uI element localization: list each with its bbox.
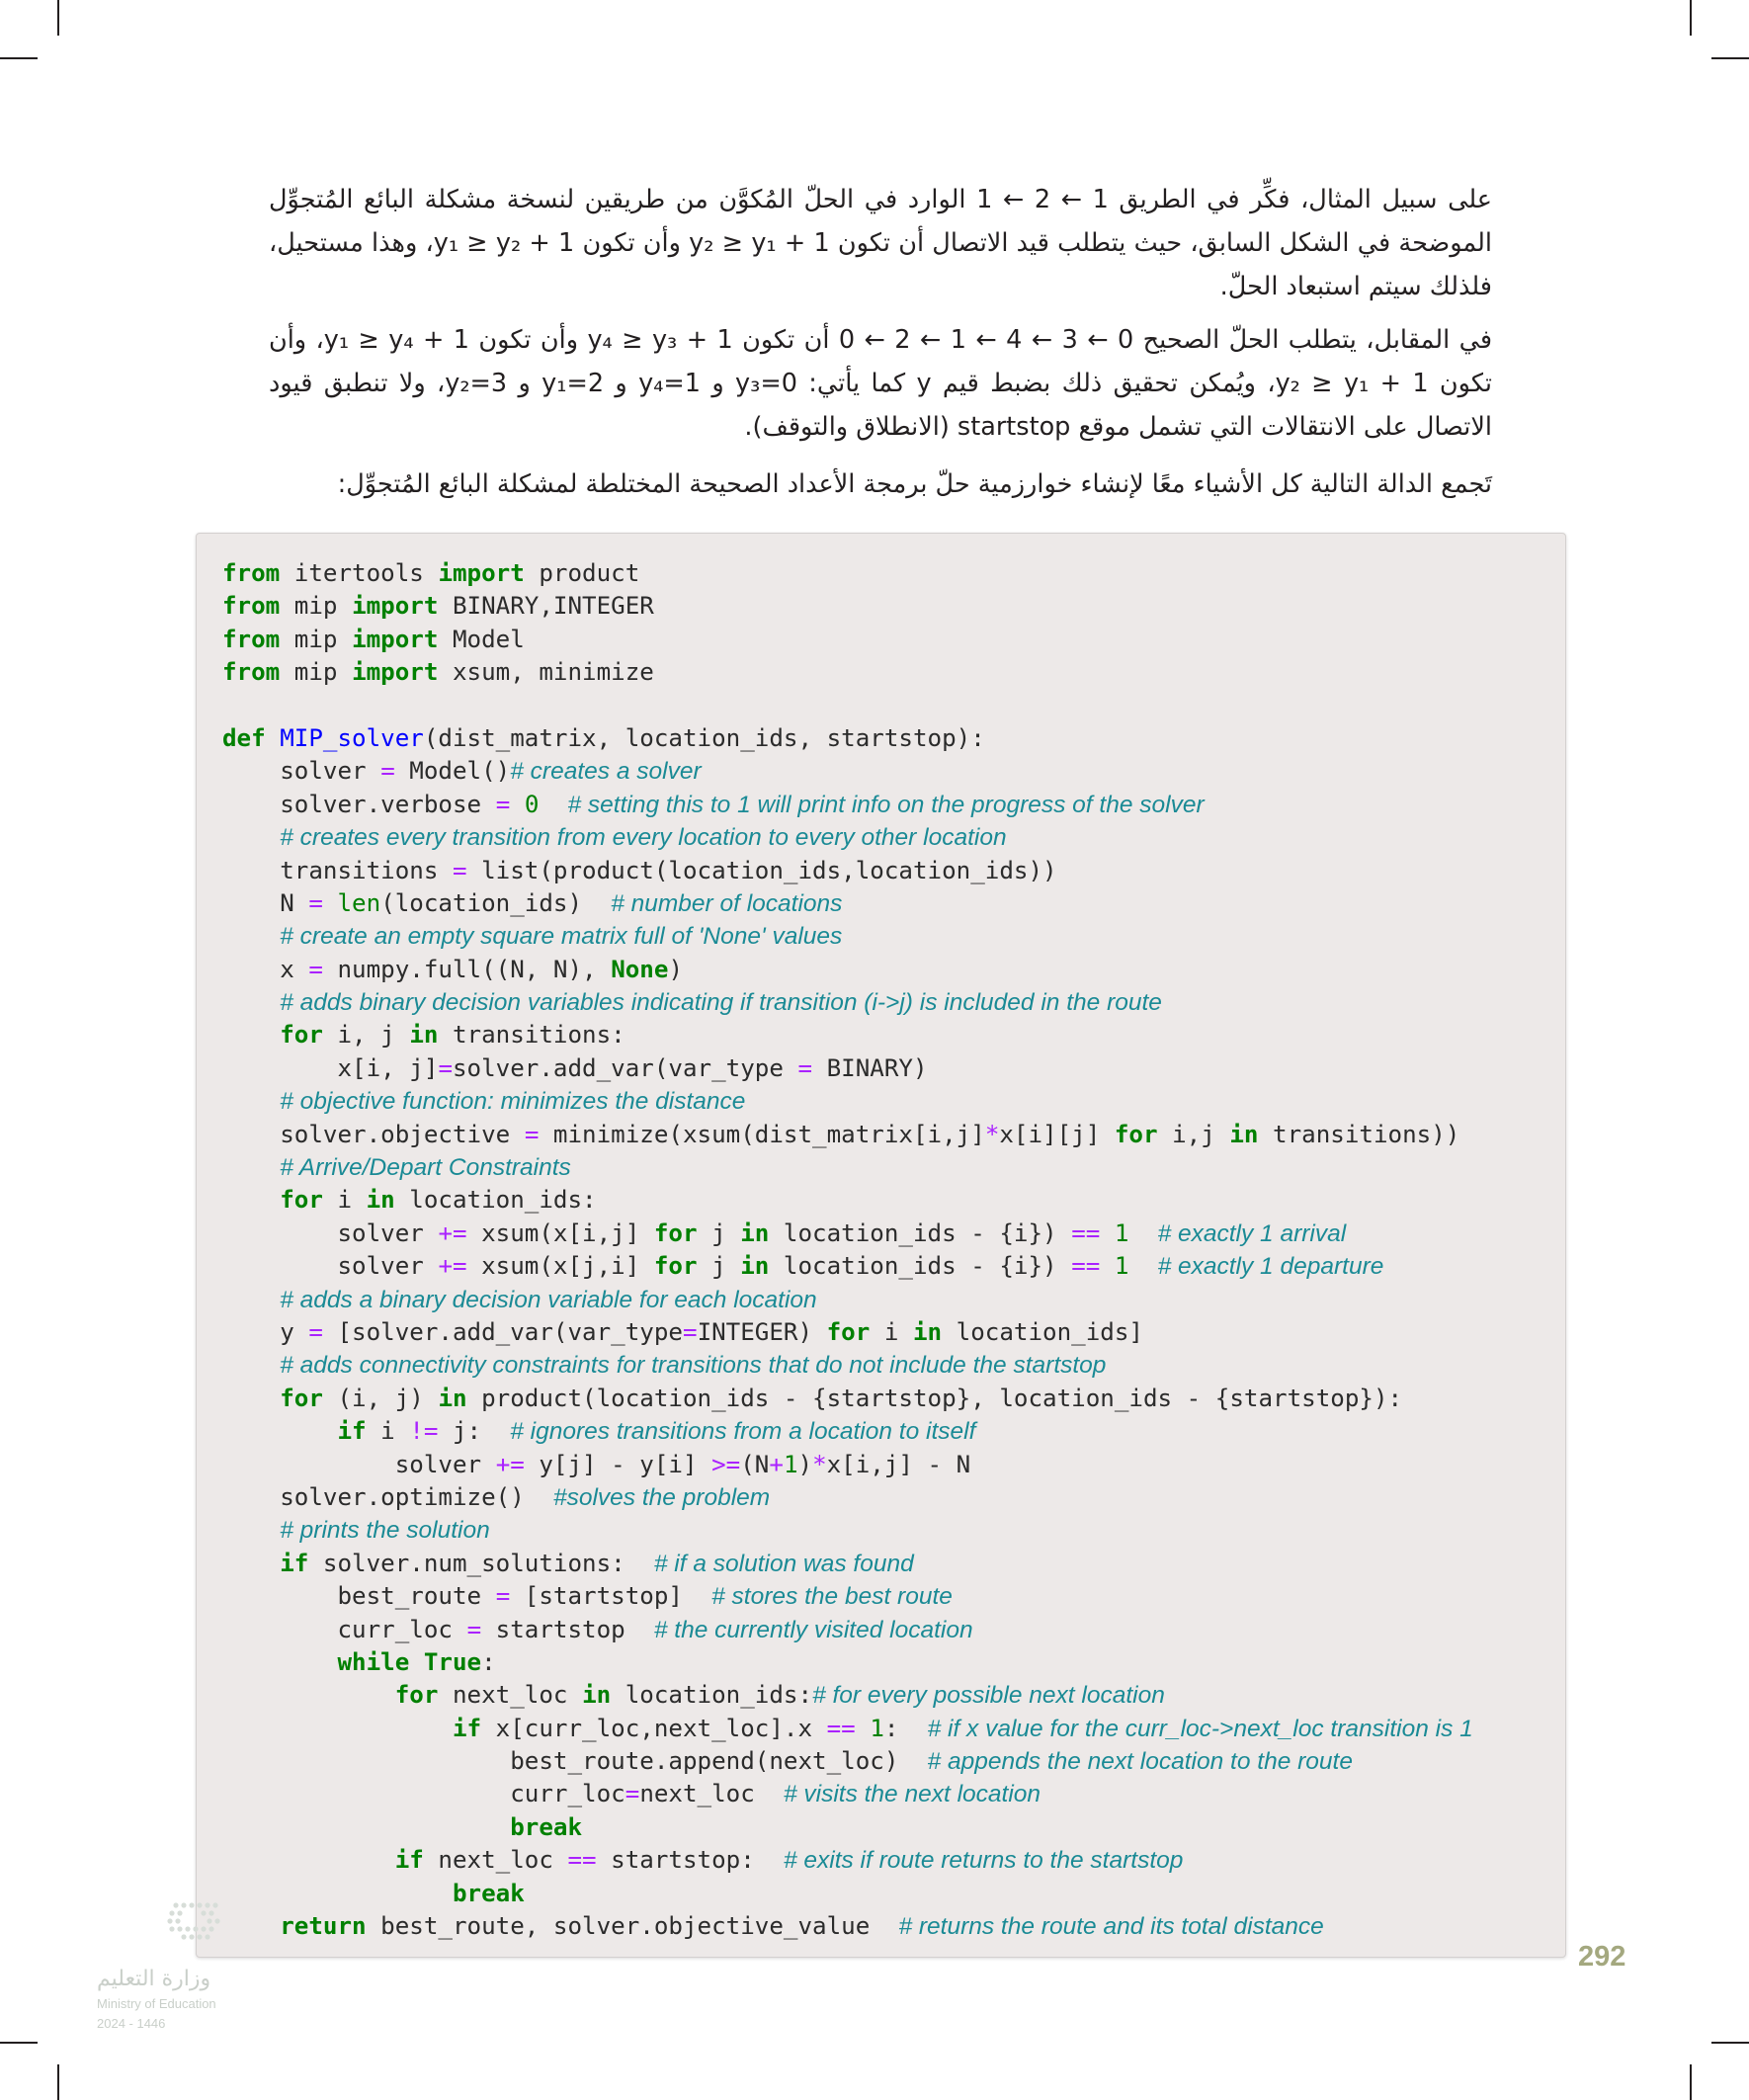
code-text xyxy=(1128,1219,1157,1247)
code-comment: # adds a binary decision variable for each location xyxy=(280,1286,817,1313)
code-line xyxy=(222,1614,1473,1646)
code-comment: # the currently visited location xyxy=(653,1616,973,1643)
code-text xyxy=(539,791,567,818)
code-text xyxy=(1100,1252,1115,1280)
code-text: Model() xyxy=(394,757,511,786)
code-number: 0 xyxy=(524,790,540,818)
code-text: solver xyxy=(222,757,381,786)
code-comment: # prints the solution xyxy=(280,1517,490,1545)
code-text: x xyxy=(222,955,309,983)
code-line xyxy=(222,722,1473,755)
paragraph-text: في المقابل، يتطلب الحلّ الصحيح 0 ← 3 ← 4 ← 1 ← 2 ← 0 أن تكون y₄ ≥ y₃ + 1 وأن تكون y₁ ≥ y₄ + 1، وأن تكون y₂ ≥ y₁ + 1، ويُمكن تحقيق ذلك بضبط قيم y كما يأتي: y₃=0 و y₄=1 و y₁=2 و y₂=3، ولا تنطبق قيود الاتصال على الانتقالات التي تشمل موقع startstop (الانطلاق والتوقف). xyxy=(269,325,1493,442)
code-comment: # exactly 1 departure xyxy=(1157,1253,1384,1281)
code-line xyxy=(222,1778,1473,1810)
code-line xyxy=(222,1218,1473,1250)
code-number: 1 xyxy=(1114,1252,1129,1281)
code-keyword: from xyxy=(222,625,281,653)
code-number: 1 xyxy=(1114,1218,1129,1247)
code-line xyxy=(222,590,1473,623)
code-text: solver xyxy=(222,1252,439,1281)
code-text: solver xyxy=(222,1218,439,1247)
code-keyword: if xyxy=(394,1846,424,1875)
code-text xyxy=(222,1087,280,1115)
code-comment: # exits if route returns to the startstop xyxy=(783,1847,1184,1875)
ministry-name-ar: وزارة التعليم xyxy=(97,1967,211,1991)
code-text xyxy=(222,823,280,851)
code-comment: # creates a solver xyxy=(510,758,702,786)
code-text: transitions)) xyxy=(1258,1120,1460,1148)
code-text: mip xyxy=(280,592,353,621)
code-text: itertools xyxy=(280,559,439,587)
code-text: y xyxy=(222,1317,309,1346)
code-text: product xyxy=(524,559,640,587)
page-number: 292 xyxy=(1578,1941,1626,1973)
code-comment: # appends the next location to the route xyxy=(927,1748,1353,1776)
code-line xyxy=(222,1910,1473,1943)
code-keyword: from xyxy=(222,658,281,687)
code-line xyxy=(222,1284,1473,1316)
code-text xyxy=(222,1286,280,1313)
code-comment: # setting this to 1 will print info on the progress of the solver xyxy=(567,791,1205,818)
code-text: product(location_ids - {startstop}, location_ids - {startstop}): xyxy=(466,1384,1403,1412)
code-line xyxy=(222,789,1473,821)
code-text: solver.num_solutions: xyxy=(308,1549,654,1577)
code-operator: += xyxy=(495,1450,525,1478)
code-comment: # returns the route and its total distance xyxy=(898,1913,1324,1941)
code-function-name: MIP_solver xyxy=(280,723,424,752)
code-text: solver xyxy=(222,1450,496,1478)
code-keyword: in xyxy=(740,1252,770,1281)
code-text xyxy=(222,1846,395,1874)
paragraph-correct-solution xyxy=(269,318,1492,452)
code-text: x[i,j] - N xyxy=(826,1450,971,1478)
code-line xyxy=(222,1349,1473,1382)
code-listing xyxy=(222,557,1473,1943)
code-text: (N xyxy=(740,1450,770,1478)
code-keyword: in xyxy=(582,1681,612,1710)
code-line xyxy=(222,1415,1473,1448)
code-text xyxy=(222,1153,280,1181)
paragraph-example xyxy=(269,178,1492,306)
code-text: (location_ids) xyxy=(380,888,612,917)
code-text: solver.optimize() xyxy=(222,1482,553,1511)
code-text: ) xyxy=(797,1450,813,1478)
code-operator: + xyxy=(769,1450,784,1478)
code-operator: = xyxy=(495,1582,511,1611)
code-keyword: for xyxy=(653,1252,698,1281)
code-comment: # objective function: minimizes the distance xyxy=(280,1088,746,1116)
code-text xyxy=(856,1715,871,1742)
code-text xyxy=(222,1715,453,1742)
code-line xyxy=(222,1580,1473,1613)
code-keyword: in xyxy=(740,1218,770,1247)
code-text: solver.verbose xyxy=(222,790,496,818)
code-keyword: while xyxy=(337,1647,410,1676)
code-text: j xyxy=(697,1218,741,1247)
code-line xyxy=(222,1745,1473,1778)
code-text xyxy=(222,1351,280,1379)
code-text xyxy=(222,1186,280,1214)
code-text: i, j xyxy=(322,1021,410,1050)
code-keyword: in xyxy=(366,1186,395,1215)
code-line xyxy=(222,1151,1473,1184)
paragraph-text: تَجمع الدالة التالية كل الأشياء معًا لإنشاء خوارزمية حلّ برمجة الأعداد الصحيحة المختلطة لمشكلة البائع المُتجوِّل: xyxy=(337,469,1492,499)
code-line xyxy=(222,656,1473,689)
ministry-year: 2024 - 1446 xyxy=(97,2016,166,2031)
code-text: best_route xyxy=(222,1582,496,1611)
code-operator: = xyxy=(380,757,395,786)
code-line xyxy=(222,1811,1473,1844)
code-text: (i, j) xyxy=(322,1384,439,1412)
code-line xyxy=(222,954,1473,986)
code-keyword: None xyxy=(611,955,669,983)
code-operator: = xyxy=(466,1615,482,1643)
code-operator: == xyxy=(1071,1218,1101,1247)
code-keyword: in xyxy=(913,1317,943,1346)
code-comment: # ignores transitions from a location to itself xyxy=(510,1418,976,1446)
code-operator: = xyxy=(524,1120,540,1148)
code-text: BINARY,INTEGER xyxy=(438,592,654,621)
code-text: x[i, j] xyxy=(222,1053,439,1082)
code-keyword: in xyxy=(438,1384,467,1412)
code-keyword: from xyxy=(222,559,281,587)
code-keyword: import xyxy=(352,592,439,621)
code-text: mip xyxy=(280,658,353,687)
code-text xyxy=(222,1021,280,1049)
code-text xyxy=(222,922,280,950)
code-line xyxy=(222,624,1473,656)
paragraph-intro-function xyxy=(269,462,1492,506)
code-comment: # adds binary decision variables indicating if transition (i->j) is included in the route xyxy=(280,989,1162,1017)
code-text: BINARY) xyxy=(812,1053,928,1082)
crop-mark xyxy=(57,2064,59,2100)
code-comment: # if a solution was found xyxy=(653,1550,914,1577)
crop-mark xyxy=(57,0,59,36)
code-line xyxy=(222,690,1473,722)
code-keyword: break xyxy=(510,1812,583,1841)
code-keyword: if xyxy=(280,1549,309,1577)
code-text: minimize(xsum(dist_matrix[i,j] xyxy=(539,1120,985,1148)
code-operator: * xyxy=(812,1450,827,1478)
code-text: xsum, minimize xyxy=(438,658,654,687)
code-number: 1 xyxy=(783,1450,798,1478)
code-comment: # number of locations xyxy=(611,889,843,917)
code-operator: += xyxy=(438,1218,467,1247)
code-line xyxy=(222,1878,1473,1910)
code-operator: = xyxy=(308,888,323,917)
code-keyword: import xyxy=(352,658,439,687)
code-keyword: for xyxy=(280,1021,323,1050)
code-keyword: for xyxy=(1114,1120,1158,1148)
code-operator: == xyxy=(567,1846,597,1875)
code-keyword: def xyxy=(222,723,266,752)
paragraph-text: على سبيل المثال، فكِّر في الطريق 1 ← 2 ← 1 الوارد في الحلّ المُكوَّن من طريقين لنسخة مشكلة البائع المُتجوِّل الموضحة في الشكل السابق، حيث يتطلب قيد الاتصال أن تكون y₂ ≥ y₁ + 1 وأن تكون y₁ ≥ y₂ + 1، وهذا مستحيل، فلذلك سيتم استبعاد الحلّ. xyxy=(269,185,1493,301)
code-operator: = xyxy=(683,1317,698,1346)
code-line xyxy=(222,1119,1473,1151)
code-text: transitions xyxy=(222,856,453,884)
code-keyword: for xyxy=(653,1218,698,1247)
code-line xyxy=(222,1844,1473,1877)
code-text: next_loc xyxy=(423,1846,568,1875)
code-text: startstop xyxy=(481,1615,654,1643)
code-text xyxy=(266,724,281,752)
code-keyword: break xyxy=(453,1879,525,1907)
code-text: location_ids - {i}) xyxy=(769,1252,1072,1281)
code-number: 1 xyxy=(870,1714,884,1742)
code-keyword: for xyxy=(280,1384,323,1412)
code-text: [startstop] xyxy=(510,1582,712,1611)
code-line xyxy=(222,887,1473,920)
code-keyword: import xyxy=(352,625,439,653)
code-comment: # creates every transition from every location to every other location xyxy=(280,824,1007,852)
code-text xyxy=(1128,1252,1157,1280)
code-line xyxy=(222,1481,1473,1514)
code-text: INTEGER) xyxy=(697,1317,827,1346)
code-line xyxy=(222,1316,1473,1349)
code-keyword: for xyxy=(394,1681,439,1710)
code-keyword: in xyxy=(1229,1120,1259,1148)
crop-mark xyxy=(1711,2042,1749,2044)
code-text: location_ids: xyxy=(611,1681,813,1710)
code-text: x[curr_loc,next_loc].x xyxy=(481,1714,827,1742)
code-line xyxy=(222,986,1473,1019)
code-line xyxy=(222,1052,1473,1085)
code-text: list(product(location_ids,location_ids)) xyxy=(466,856,1057,884)
code-text: best_route, solver.objective_value xyxy=(366,1912,899,1941)
code-line xyxy=(222,1184,1473,1217)
code-operator: == xyxy=(1071,1252,1101,1281)
code-operator: * xyxy=(984,1120,1000,1148)
code-line xyxy=(222,821,1473,854)
code-text: location_ids: xyxy=(394,1186,597,1215)
code-keyword: if xyxy=(337,1417,367,1446)
code-text xyxy=(222,1516,280,1544)
code-comment: # stores the best route xyxy=(711,1583,953,1611)
code-comment: #solves the problem xyxy=(552,1483,771,1511)
code-line xyxy=(222,1548,1473,1580)
code-text: Model xyxy=(438,625,525,653)
code-operator: != xyxy=(409,1417,439,1446)
code-comment: # create an empty square matrix full of 'None' values xyxy=(280,923,843,951)
crop-mark xyxy=(1711,57,1749,59)
code-text: location_ids] xyxy=(942,1317,1143,1346)
code-keyword: return xyxy=(280,1912,367,1941)
code-line xyxy=(222,920,1473,953)
code-text xyxy=(222,1550,280,1577)
code-text xyxy=(409,1648,424,1676)
code-text: : xyxy=(481,1647,496,1676)
code-text: solver.objective xyxy=(222,1120,525,1148)
code-operator: = xyxy=(438,1053,453,1082)
code-line xyxy=(222,755,1473,788)
code-text xyxy=(222,1648,338,1676)
code-text: best_route.append(next_loc) xyxy=(222,1747,928,1776)
code-line xyxy=(222,1085,1473,1118)
code-text xyxy=(510,791,525,818)
crop-mark xyxy=(1690,0,1692,36)
code-line xyxy=(222,1646,1473,1679)
code-operator: >= xyxy=(711,1450,741,1478)
code-text: i xyxy=(322,1186,367,1215)
code-text: i,j xyxy=(1157,1120,1230,1148)
code-text: ) xyxy=(668,955,683,983)
code-comment: # visits the next location xyxy=(783,1781,1041,1808)
code-line xyxy=(222,1679,1473,1712)
code-text: curr_loc xyxy=(222,1615,467,1643)
code-text: transitions: xyxy=(438,1021,625,1050)
code-operator: = xyxy=(495,790,511,818)
code-line xyxy=(222,1713,1473,1745)
code-operator: = xyxy=(797,1053,813,1082)
code-text: startstop: xyxy=(596,1846,784,1875)
code-operator: == xyxy=(826,1714,856,1742)
code-text xyxy=(222,1417,338,1445)
code-operator: = xyxy=(308,955,323,983)
code-text: xsum(x[j,i] xyxy=(466,1252,654,1281)
code-operator: = xyxy=(453,856,467,884)
code-line xyxy=(222,1019,1473,1051)
code-block xyxy=(196,533,1566,1958)
code-text: i xyxy=(366,1417,410,1446)
code-comment: # for every possible next location xyxy=(812,1682,1165,1710)
code-line xyxy=(222,1383,1473,1415)
code-line xyxy=(222,1514,1473,1547)
code-text: next_loc xyxy=(438,1681,583,1710)
code-text: i xyxy=(870,1317,913,1346)
code-line xyxy=(222,557,1473,590)
crop-mark xyxy=(1690,2064,1692,2100)
code-text: numpy.full((N, N), xyxy=(322,955,612,983)
code-text xyxy=(323,889,338,917)
code-line xyxy=(222,1449,1473,1481)
ministry-name-en: Ministry of Education xyxy=(97,1996,216,2011)
code-keyword: if xyxy=(453,1714,482,1742)
code-text xyxy=(222,1681,395,1709)
code-keyword: from xyxy=(222,592,281,621)
code-keyword: import xyxy=(438,559,525,587)
code-text: j xyxy=(697,1252,741,1281)
code-operator: = xyxy=(308,1317,323,1346)
code-comment: # Arrive/Depart Constraints xyxy=(280,1154,571,1182)
code-comment: # exactly 1 arrival xyxy=(1157,1219,1347,1247)
code-text: next_loc xyxy=(639,1780,784,1808)
code-comment: # adds connectivity constraints for transitions that do not include the startstop xyxy=(280,1352,1107,1380)
code-text xyxy=(222,1813,510,1841)
code-text: location_ids - {i}) xyxy=(769,1218,1072,1247)
crop-mark xyxy=(0,2042,38,2044)
code-number: len xyxy=(337,888,381,917)
code-line xyxy=(222,1250,1473,1283)
code-text xyxy=(222,1385,280,1412)
code-line xyxy=(222,855,1473,887)
code-keyword: True xyxy=(423,1647,482,1676)
code-text: j: xyxy=(438,1417,511,1446)
code-text: x[i][j] xyxy=(999,1120,1115,1148)
code-text: (dist_matrix, location_ids, startstop): xyxy=(423,723,985,752)
code-text: curr_loc xyxy=(222,1780,625,1808)
code-text: y[j] - y[i] xyxy=(524,1450,712,1478)
code-text: mip xyxy=(280,625,353,653)
code-text xyxy=(1100,1219,1115,1247)
code-text xyxy=(222,988,280,1016)
code-text: solver.add_var(var_type xyxy=(453,1053,798,1082)
code-keyword: for xyxy=(280,1186,323,1215)
code-operator: = xyxy=(625,1780,640,1808)
code-text: N xyxy=(222,888,309,917)
code-text: : xyxy=(883,1714,928,1742)
code-keyword: in xyxy=(409,1021,439,1050)
code-text: xsum(x[i,j] xyxy=(466,1218,654,1247)
code-operator: += xyxy=(438,1252,467,1281)
code-text: [solver.add_var(var_type xyxy=(322,1317,683,1346)
code-keyword: for xyxy=(826,1317,871,1346)
crop-mark xyxy=(0,57,38,59)
code-comment: # if x value for the curr_loc->next_loc transition is 1 xyxy=(927,1715,1473,1742)
